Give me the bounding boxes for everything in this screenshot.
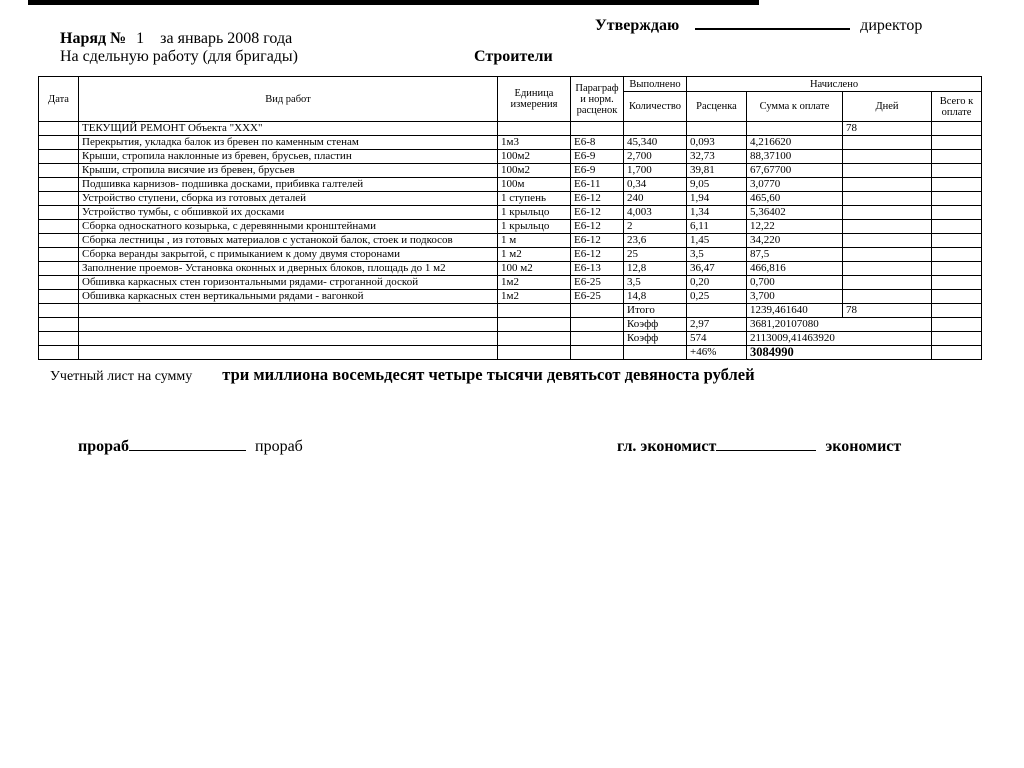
table-row	[39, 206, 982, 220]
cell-total	[932, 122, 982, 136]
cell-amount: 3,0770	[747, 178, 843, 192]
cell-work: Сборка односкатного козырька, с деревянными кронштейнами	[79, 220, 498, 234]
order-period: за январь 2008 года	[160, 30, 293, 47]
cell-rate: 6,11	[687, 220, 747, 234]
column-header-work-type: Вид работ	[79, 77, 498, 122]
cell-days	[843, 234, 932, 248]
cell-unit: 100м2	[498, 164, 571, 178]
cell-total	[932, 276, 982, 290]
cell-days	[843, 276, 932, 290]
brigade-name: Строители	[474, 48, 553, 65]
cell-work: Обшивка каркасных стен горизонтальными рядами- строганной доской	[79, 276, 498, 290]
cell-qty: 3,5	[624, 276, 687, 290]
sum-label: Учетный лист на сумму	[50, 369, 193, 384]
cell-work: Крыши, стропила висячие из бревен, брусьев	[79, 164, 498, 178]
cell-unit	[498, 332, 571, 346]
order-title	[60, 30, 292, 48]
cell-rate: 574	[687, 332, 747, 346]
cell-par	[571, 346, 624, 360]
cell-rate: 9,05	[687, 178, 747, 192]
cell-par	[571, 304, 624, 318]
cell-date	[39, 206, 79, 220]
cell-total	[932, 234, 982, 248]
cell-total	[932, 290, 982, 304]
cell-date	[39, 220, 79, 234]
cell-rate: 0,093	[687, 136, 747, 150]
cell-qty: Коэфф	[624, 332, 687, 346]
cell-amount: 5,36402	[747, 206, 843, 220]
cell-qty	[624, 346, 687, 360]
cell-unit: 1м2	[498, 276, 571, 290]
cell-amount: 2113009,41463920	[747, 332, 932, 346]
cell-days	[843, 192, 932, 206]
cell-total	[932, 318, 982, 332]
cell-work: Обшивка каркасных стен вертикальными рядами - вагонкой	[79, 290, 498, 304]
top-black-bar	[28, 0, 759, 5]
cell-rate: 3,5	[687, 248, 747, 262]
cell-date	[39, 150, 79, 164]
cell-days: 78	[843, 122, 932, 136]
cell-date	[39, 262, 79, 276]
cell-qty: 2	[624, 220, 687, 234]
table-row	[39, 234, 982, 248]
cell-days	[843, 164, 932, 178]
table-row	[39, 150, 982, 164]
column-header-amount: Сумма к оплате	[747, 92, 843, 122]
cell-qty: Коэфф	[624, 318, 687, 332]
cell-total	[932, 332, 982, 346]
approve-block	[595, 16, 922, 35]
column-header-paragraph: Параграф и норм. расценок	[571, 77, 624, 122]
cell-rate: 1,34	[687, 206, 747, 220]
cell-amount: 466,816	[747, 262, 843, 276]
cell-unit: 100м	[498, 178, 571, 192]
cell-days	[843, 136, 932, 150]
cell-total	[932, 206, 982, 220]
order-subtitle: На сдельную работу (для бригады)	[60, 48, 299, 65]
cell-par: Е6-25	[571, 276, 624, 290]
cell-days	[843, 248, 932, 262]
cell-days	[843, 178, 932, 192]
cell-work: Устройство тумбы, с обшивкой их досками	[79, 206, 498, 220]
cell-work	[79, 304, 498, 318]
cell-work: Сборка лестницы , из готовых материалов с устанокой балок, стоек и подкосов	[79, 234, 498, 248]
cell-work: Заполнение проемов- Установка оконных и дверных блоков, площадь до 1 м2	[79, 262, 498, 276]
cell-unit	[498, 122, 571, 136]
cell-qty: 23,6	[624, 234, 687, 248]
foreman-signature-block	[78, 437, 303, 456]
table-row	[39, 248, 982, 262]
foreman-signature-line	[129, 437, 246, 451]
cell-amount: 0,700	[747, 276, 843, 290]
cell-work: Перекрытия, укладка балок из бревен по каменным стенам	[79, 136, 498, 150]
foreman-title: прораб	[255, 438, 303, 455]
cell-amount: 4,216620	[747, 136, 843, 150]
cell-date	[39, 248, 79, 262]
cell-rate: 1,94	[687, 192, 747, 206]
cell-qty: 14,8	[624, 290, 687, 304]
summary-row	[39, 318, 982, 332]
cell-qty: 1,700	[624, 164, 687, 178]
cell-par: Е6-9	[571, 150, 624, 164]
cell-days	[843, 150, 932, 164]
economist-title: экономист	[825, 438, 902, 455]
cell-qty: 4,003	[624, 206, 687, 220]
summary-row	[39, 332, 982, 346]
column-header-date: Дата	[39, 77, 79, 122]
cell-total	[932, 220, 982, 234]
summary-row	[39, 346, 982, 360]
table-row	[39, 136, 982, 150]
cell-unit	[498, 304, 571, 318]
cell-amount: 34,220	[747, 234, 843, 248]
table-row	[39, 178, 982, 192]
cell-work: Сборка веранды закрытой, с примыканием к дому двумя сторонами	[79, 248, 498, 262]
cell-unit: 1м3	[498, 136, 571, 150]
cell-qty: 45,340	[624, 136, 687, 150]
work-order-table	[38, 76, 982, 360]
cell-qty: 0,34	[624, 178, 687, 192]
cell-date	[39, 164, 79, 178]
cell-par: Е6-8	[571, 136, 624, 150]
cell-work	[79, 346, 498, 360]
cell-par: Е6-25	[571, 290, 624, 304]
cell-qty	[624, 122, 687, 136]
cell-unit	[498, 318, 571, 332]
cell-unit: 100 м2	[498, 262, 571, 276]
approve-label: Утверждаю	[595, 17, 680, 34]
order-number: 1	[136, 30, 145, 47]
cell-qty: Итого	[624, 304, 687, 318]
cell-total	[932, 262, 982, 276]
cell-date	[39, 304, 79, 318]
cell-date	[39, 346, 79, 360]
economist-signature-line	[716, 437, 816, 451]
cell-date	[39, 122, 79, 136]
cell-date	[39, 234, 79, 248]
cell-work	[79, 332, 498, 346]
cell-days	[843, 290, 932, 304]
column-header-rate: Расценка	[687, 92, 747, 122]
cell-rate: 0,25	[687, 290, 747, 304]
cell-date	[39, 290, 79, 304]
column-header-unit: Единица измерения	[498, 77, 571, 122]
work-order-table-wrap	[38, 76, 982, 360]
cell-rate: 32,73	[687, 150, 747, 164]
cell-amount: 3,700	[747, 290, 843, 304]
economist-label: гл. экономист	[617, 438, 717, 455]
cell-unit: 1м2	[498, 290, 571, 304]
table-row	[39, 122, 982, 136]
cell-rate: 36,47	[687, 262, 747, 276]
cell-par: Е6-12	[571, 248, 624, 262]
foreman-label: прораб	[78, 438, 130, 455]
cell-par	[571, 318, 624, 332]
cell-days	[843, 262, 932, 276]
cell-unit: 1 крыльцо	[498, 206, 571, 220]
cell-amount	[747, 122, 843, 136]
cell-rate	[687, 122, 747, 136]
cell-par: Е6-12	[571, 192, 624, 206]
cell-days	[843, 206, 932, 220]
cell-par: Е6-12	[571, 206, 624, 220]
cell-qty: 240	[624, 192, 687, 206]
table-row	[39, 262, 982, 276]
cell-amount: 465,60	[747, 192, 843, 206]
cell-unit: 1 ступень	[498, 192, 571, 206]
cell-amount: 12,22	[747, 220, 843, 234]
order-label: Наряд №	[60, 30, 127, 47]
cell-amount: 87,5	[747, 248, 843, 262]
table-row	[39, 220, 982, 234]
column-header-total: Всего к оплате	[932, 92, 982, 122]
cell-unit: 1 м2	[498, 248, 571, 262]
work-rows	[39, 122, 982, 360]
cell-days	[843, 220, 932, 234]
cell-work: Подшивка карнизов- подшивка досками, прибивка галтелей	[79, 178, 498, 192]
cell-rate: +46%	[687, 346, 747, 360]
cell-total	[932, 136, 982, 150]
cell-amount: 67,67700	[747, 164, 843, 178]
cell-unit: 1 крыльцо	[498, 220, 571, 234]
cell-date	[39, 318, 79, 332]
cell-date	[39, 332, 79, 346]
cell-work: Устройство ступени, сборка из готовых деталей	[79, 192, 498, 206]
cell-qty: 2,700	[624, 150, 687, 164]
sum-block	[50, 365, 755, 385]
economist-signature-block	[617, 437, 901, 456]
cell-date	[39, 276, 79, 290]
cell-par: Е6-12	[571, 234, 624, 248]
cell-par: Е6-9	[571, 164, 624, 178]
cell-rate: 0,20	[687, 276, 747, 290]
cell-par: Е6-12	[571, 220, 624, 234]
cell-total	[932, 178, 982, 192]
approve-role: директор	[860, 17, 923, 34]
table-row	[39, 192, 982, 206]
cell-unit	[498, 346, 571, 360]
cell-rate: 39,81	[687, 164, 747, 178]
approve-signature-line	[695, 16, 850, 30]
column-header-accrued-group: Начислено	[687, 77, 982, 92]
cell-work	[79, 318, 498, 332]
cell-total	[932, 192, 982, 206]
cell-amount: 88,37100	[747, 150, 843, 164]
cell-par	[571, 122, 624, 136]
table-row	[39, 290, 982, 304]
sum-in-words: три миллиона восемьдесят четыре тысячи девятьсот девяноста рублей	[222, 365, 755, 384]
table-row	[39, 304, 982, 318]
table-row	[39, 164, 982, 178]
cell-total	[932, 304, 982, 318]
cell-par: Е6-13	[571, 262, 624, 276]
cell-total	[932, 346, 982, 360]
cell-par: Е6-11	[571, 178, 624, 192]
cell-qty: 25	[624, 248, 687, 262]
cell-work: Крыши, стропила наклонные из бревен, брусьев, пластин	[79, 150, 498, 164]
cell-amount: 1239,461640	[747, 304, 843, 318]
cell-rate: 2,97	[687, 318, 747, 332]
cell-unit: 100м2	[498, 150, 571, 164]
cell-total	[932, 164, 982, 178]
cell-rate: 1,45	[687, 234, 747, 248]
cell-date	[39, 178, 79, 192]
table-row	[39, 276, 982, 290]
column-header-quantity: Количество	[624, 92, 687, 122]
cell-date	[39, 136, 79, 150]
cell-par	[571, 332, 624, 346]
cell-qty: 12,8	[624, 262, 687, 276]
cell-amount: 3084990	[747, 346, 932, 360]
cell-work: ТЕКУЩИЙ РЕМОНТ Объекта "XXX"	[79, 122, 498, 136]
cell-amount: 3681,20107080	[747, 318, 932, 332]
cell-date	[39, 192, 79, 206]
cell-rate	[687, 304, 747, 318]
cell-total	[932, 248, 982, 262]
cell-unit: 1 м	[498, 234, 571, 248]
column-header-done-group: Выполнено	[624, 77, 687, 92]
column-header-days: Дней	[843, 92, 932, 122]
cell-total	[932, 150, 982, 164]
cell-days: 78	[843, 304, 932, 318]
